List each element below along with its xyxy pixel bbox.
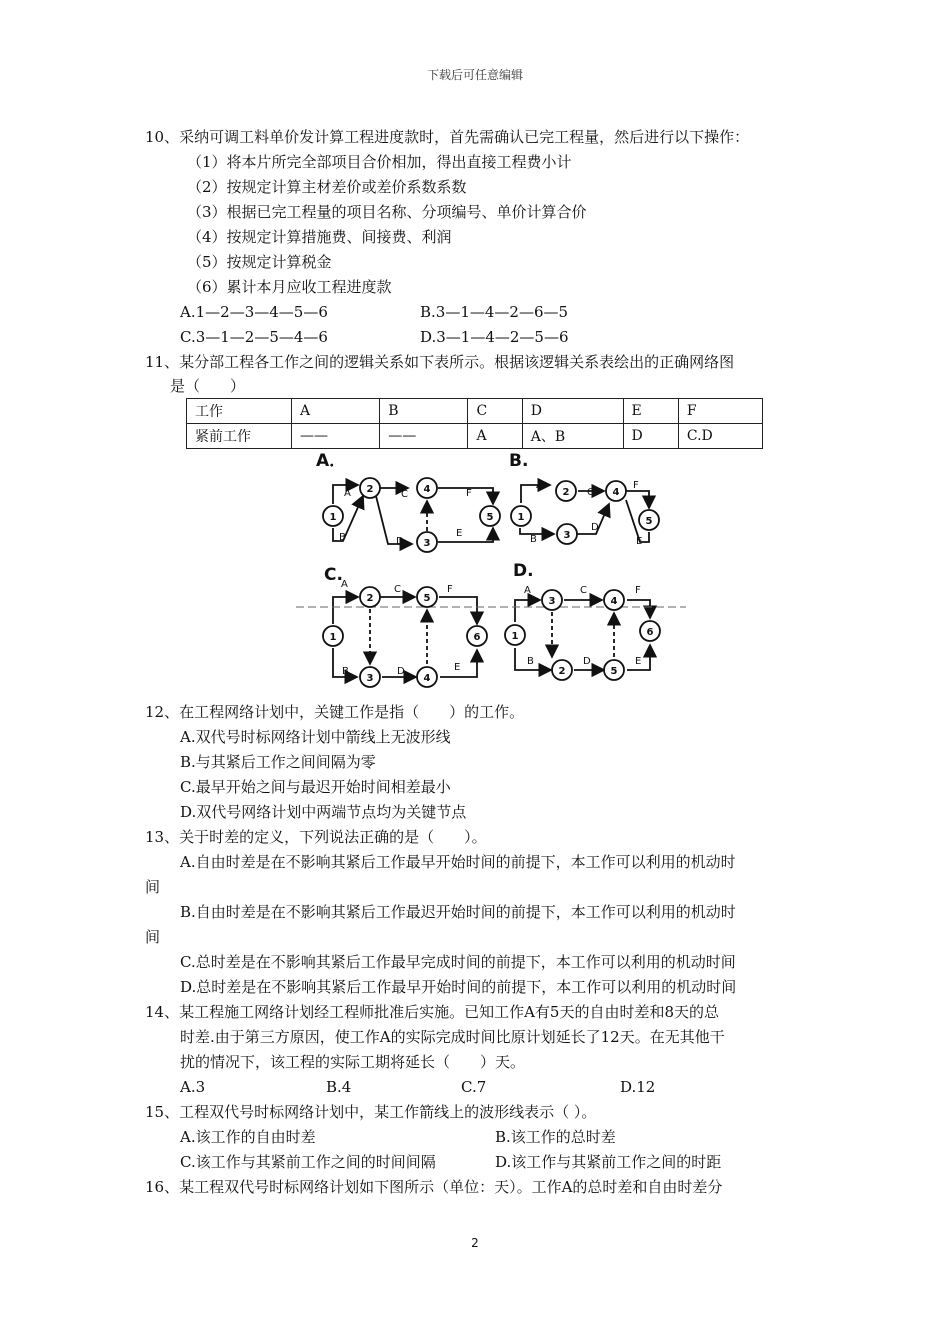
- table-cell: E: [623, 399, 678, 424]
- table-row-work: [187, 399, 763, 424]
- node-label: 3: [563, 530, 571, 541]
- q10-step-2: （2）按规定计算主材差价或差价系数系数: [187, 178, 467, 196]
- node-label: 1: [329, 632, 337, 643]
- q13-option-c: C.总时差是在不影响其紧后工作最早完成时间的前提下，本工作可以利用的机动时间: [180, 953, 736, 971]
- q13-option-a: A.自由时差是在不影响其紧后工作最早开始时间的前提下，本工作可以利用的机动时: [180, 853, 736, 871]
- q12-option-d: D.双代号网络计划中两端节点均为关键节点: [180, 803, 467, 821]
- q10-step-4: （4）按规定计算措施费、间接费、利润: [187, 228, 452, 246]
- activity-label: E: [456, 528, 463, 539]
- table-cell: C: [468, 399, 522, 424]
- q14-line2: 时差.由于第三方原因，使工作A的实际完成时间比原计划延长了12天。在无其他干: [180, 1028, 725, 1046]
- panel-title: B.: [509, 451, 529, 471]
- panel-title: A．: [316, 451, 347, 471]
- q13-stem: 13、关于时差的定义，下列说法正确的是（ ）。: [145, 828, 487, 846]
- diagram-panel-b: [517, 485, 649, 542]
- q13-option-b: B.自由时差是在不影响其紧后工作最迟开始时间的前提下，本工作可以利用的机动时: [180, 903, 736, 921]
- node-label: 1: [511, 631, 519, 642]
- q10-option-d: D.3—1—4—2—5—6: [420, 328, 569, 346]
- q12-option-c: C.最早开始之间与最迟开始时间相差最小: [180, 778, 451, 796]
- activity-label: D: [591, 522, 599, 533]
- table-cell: 工作: [187, 399, 292, 424]
- q15-option-b: B.该工作的总时差: [495, 1128, 616, 1146]
- q14-option-a: A.3: [180, 1078, 206, 1096]
- node-label: 5: [486, 512, 494, 523]
- node-label: 3: [423, 538, 431, 549]
- activity-label: E: [454, 662, 461, 673]
- activity-label: B: [339, 532, 346, 543]
- activity-label: D: [583, 656, 591, 667]
- node-label: 4: [423, 673, 431, 684]
- node-label: 5: [423, 593, 431, 604]
- q14-option-b: B.4: [326, 1078, 352, 1096]
- activity-label: A: [524, 585, 531, 596]
- table-row-predecessor: [187, 424, 763, 449]
- logic-relationship-table: [186, 398, 763, 449]
- activity-label: F: [635, 585, 641, 596]
- node-label: 5: [610, 666, 618, 677]
- activity-label: A: [341, 579, 348, 590]
- q14-option-c: C.7: [461, 1078, 487, 1096]
- table-cell: 紧前工作: [187, 424, 292, 449]
- activity-label: C: [587, 487, 594, 498]
- q15-option-c: C.该工作与其紧前工作之间的时间间隔: [180, 1153, 436, 1171]
- table-cell: C.D: [678, 424, 762, 449]
- q10-option-c: C.3—1—2—5—4—6: [180, 328, 328, 346]
- q13-option-b-wrap: 间: [145, 928, 161, 946]
- activity-label: A: [536, 480, 543, 491]
- q16-stem: 16、某工程双代号时标网络计划如下图所示（单位：天）。工作A的总时差和自由时差分: [145, 1178, 723, 1196]
- node-label: 6: [646, 627, 654, 638]
- activity-label: C: [394, 584, 401, 595]
- activity-label: F: [447, 584, 453, 595]
- q11-stem-line2: 是（ ）: [170, 377, 246, 395]
- q15-option-d: D.该工作与其紧前工作之间的时距: [495, 1153, 722, 1171]
- q14-line1: 14、某工程施工网络计划经工程师批准后实施。已知工作A有5天的自由时差和8天的总: [145, 1003, 720, 1021]
- table-cell: B: [380, 399, 468, 424]
- page-header: 下载后可任意编辑: [426, 68, 523, 82]
- node-label: 3: [548, 596, 556, 607]
- node-label: 4: [423, 484, 431, 495]
- activity-label: F: [466, 488, 472, 499]
- panel-title: C.: [324, 565, 343, 585]
- node-label: 2: [558, 666, 566, 677]
- node-label: 4: [610, 596, 618, 607]
- panel-title: D.: [513, 561, 534, 581]
- q12-option-b: B.与其紧后工作之间间隔为零: [180, 753, 376, 771]
- activity-label: D: [396, 536, 404, 547]
- activity-label: A: [344, 488, 351, 499]
- activity-label: C: [401, 489, 408, 500]
- activity-label: F: [633, 480, 639, 491]
- table-cell: D: [522, 399, 623, 424]
- activity-label: B: [342, 666, 349, 677]
- node-label: 1: [517, 512, 525, 523]
- q10-step-3: （3）根据已完工程量的项目名称、分项编号、单价计算合价: [187, 203, 587, 221]
- activity-label: E: [636, 536, 643, 547]
- table-cell: D: [623, 424, 678, 449]
- activity-label: C: [580, 585, 587, 596]
- activity-label: B: [530, 534, 537, 545]
- page-number: 2: [471, 1236, 479, 1250]
- table-cell: ——: [292, 424, 380, 449]
- q13-option-a-wrap: 间: [145, 878, 161, 896]
- node-label: 5: [645, 516, 653, 527]
- q10-step-1: （1）将本片所完全部项目合价相加，得出直接工程费小计: [187, 153, 572, 171]
- table-cell: F: [678, 399, 762, 424]
- activity-label: E: [635, 656, 642, 667]
- node-label: 2: [366, 593, 374, 604]
- q10-option-b: B.3—1—4—2—6—5: [420, 303, 569, 321]
- q15-option-a: A.该工作的自由时差: [180, 1128, 316, 1146]
- q12-option-a: A.双代号时标网络计划中箭线上无波形线: [180, 728, 451, 746]
- q14-option-d: D.12: [620, 1078, 656, 1096]
- q14-line3: 扰的情况下，该工程的实际工期将延长（ ）天。: [180, 1053, 526, 1071]
- q10-stem: 10、采纳可调工料单价发计算工程进度款时，首先需确认已完工程量，然后进行以下操作：: [145, 128, 750, 146]
- table-cell: A、B: [522, 424, 623, 449]
- q13-option-d: D.总时差是在不影响其紧后工作最早开始时间的前提下，本工作可以利用的机动时间: [180, 978, 737, 996]
- table-cell: A: [468, 424, 522, 449]
- node-label: 2: [366, 484, 374, 495]
- node-label: 4: [612, 487, 620, 498]
- node-label: 6: [473, 632, 481, 643]
- activity-label: D: [397, 666, 405, 677]
- activity-label: B: [527, 656, 534, 667]
- node-label: 3: [366, 673, 374, 684]
- q15-stem: 15、工程双代号时标网络计划中，某工作箭线上的波形线表示（ ）。: [145, 1103, 597, 1121]
- node-label: 1: [329, 512, 337, 523]
- node-label: 2: [562, 487, 570, 498]
- table-cell: ——: [380, 424, 468, 449]
- q11-stem-line1: 11、某分部工程各工作之间的逻辑关系如下表所示。根据该逻辑关系表绘出的正确网络图: [145, 353, 735, 371]
- q10-step-6: （6）累计本月应收工程进度款: [187, 278, 392, 296]
- table-cell: A: [292, 399, 380, 424]
- q12-stem: 12、在工程网络计划中，关键工作是指（ ）的工作。: [145, 703, 525, 721]
- q10-option-a: A.1—2—3—4—5—6: [180, 303, 328, 321]
- q10-step-5: （5）按规定计算税金: [187, 253, 332, 271]
- network-diagrams-figure: [296, 448, 696, 696]
